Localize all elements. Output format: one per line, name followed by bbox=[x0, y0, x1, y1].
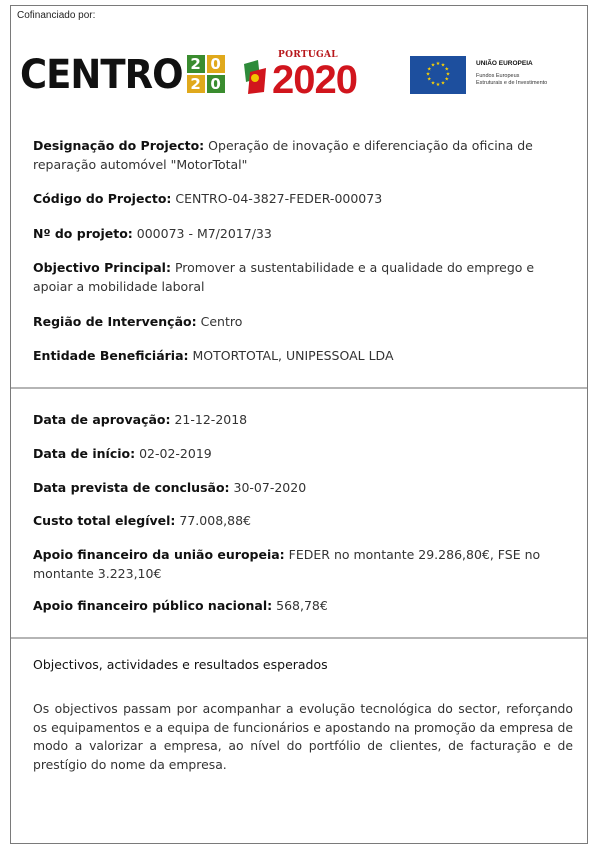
field-value: 568,78€ bbox=[276, 598, 328, 613]
centro-logo-word: CENTRO bbox=[20, 50, 183, 98]
field-value: Promover a sustentabilidade e a qualidade do emprego e apoiar a mobilidade laboral bbox=[33, 260, 535, 294]
objectives-heading: Objectivos, actividades e resultados esperados bbox=[33, 657, 328, 672]
field-conclusao bbox=[33, 478, 573, 497]
svg-text:★: ★ bbox=[435, 82, 441, 88]
svg-text:★: ★ bbox=[427, 76, 432, 83]
field-value: 21-12-2018 bbox=[174, 412, 248, 427]
field-value: CENTRO-04-3827-FEDER-000073 bbox=[175, 191, 383, 206]
eu-sub-line: Fundos Europeus bbox=[476, 73, 520, 79]
svg-text:★: ★ bbox=[440, 80, 446, 87]
svg-text:★: ★ bbox=[435, 61, 441, 67]
section-divider-2 bbox=[11, 637, 587, 639]
svg-text:★: ★ bbox=[444, 76, 449, 83]
field-aprovacao bbox=[33, 410, 573, 429]
field-value: 000073 - M7/2017/33 bbox=[136, 226, 272, 241]
eu-subtitle bbox=[476, 73, 547, 87]
eu-sub-line: Estruturais e de Investimento bbox=[476, 80, 548, 86]
field-numero bbox=[33, 224, 573, 243]
portugal-flag-icon bbox=[240, 58, 268, 96]
field-label: Custo total elegível: bbox=[33, 513, 176, 528]
field-value: 30-07-2020 bbox=[233, 480, 307, 495]
field-entidade bbox=[33, 346, 573, 365]
centro-digit: 0 bbox=[207, 55, 225, 73]
svg-text:★: ★ bbox=[445, 71, 451, 78]
field-apoio-nacional bbox=[33, 596, 573, 615]
field-label: Data prevista de conclusão: bbox=[33, 480, 230, 495]
svg-text:★: ★ bbox=[427, 66, 432, 73]
portugal-label: PORTUGAL bbox=[278, 50, 338, 60]
field-inicio bbox=[33, 444, 573, 463]
svg-text:★: ★ bbox=[430, 80, 436, 87]
portugal-year: 2020 bbox=[272, 58, 357, 102]
field-label: Nº do projeto: bbox=[33, 226, 133, 241]
field-value: FEDER no montante 29.286,80€, FSE no montante 3.223,10€ bbox=[33, 547, 541, 581]
centro-2020-logo bbox=[20, 52, 225, 96]
centro-digit: 2 bbox=[187, 75, 205, 93]
field-value: Operação de inovação e diferenciação da oficina de reparação automóvel "MotorTotal" bbox=[33, 138, 533, 172]
objectives-text: Os objectivos passam por acompanhar a evolução tecnológica do sector, reforçando os equipamentos e a equipa de funcionários e apostando na promoção da empresa de modo a valorizar a empresa, ao nível do portfólio de clientes, de facturação e de prestígio do nome da empresa. bbox=[33, 701, 573, 772]
field-label: Apoio financeiro público nacional: bbox=[33, 598, 273, 613]
field-value: 77.008,88€ bbox=[179, 513, 251, 528]
field-label: Data de início: bbox=[33, 446, 136, 461]
cofinanciado-label: Cofinanciado por: bbox=[17, 10, 96, 21]
centro-logo-digits bbox=[187, 55, 225, 93]
svg-text:★: ★ bbox=[444, 66, 449, 73]
field-value: 02-02-2019 bbox=[139, 446, 212, 461]
field-label: Designação do Projecto: bbox=[33, 138, 205, 153]
svg-text:★: ★ bbox=[430, 62, 436, 69]
svg-text:★: ★ bbox=[440, 62, 446, 69]
field-objectivo bbox=[33, 258, 573, 296]
field-custo bbox=[33, 511, 573, 530]
field-label: Data de aprovação: bbox=[33, 412, 171, 427]
field-designacao bbox=[33, 136, 573, 174]
svg-text:★: ★ bbox=[425, 71, 431, 78]
eu-title: UNIÃO EUROPEIA bbox=[476, 60, 533, 67]
field-label: Código do Projecto: bbox=[33, 191, 172, 206]
field-codigo bbox=[33, 189, 573, 208]
field-label: Entidade Beneficiária: bbox=[33, 348, 189, 363]
field-label: Região de Intervenção: bbox=[33, 314, 197, 329]
field-label: Apoio financeiro da união europeia: bbox=[33, 547, 285, 562]
centro-digit: 0 bbox=[207, 75, 225, 93]
funding-logos bbox=[20, 40, 580, 110]
centro-digit: 2 bbox=[187, 55, 205, 73]
field-value: Centro bbox=[200, 314, 243, 329]
eu-flag-icon bbox=[410, 56, 466, 94]
field-regiao bbox=[33, 312, 573, 331]
section-divider-1 bbox=[11, 387, 587, 389]
field-apoio-ue bbox=[33, 545, 573, 583]
field-value: MOTORTOTAL, UNIPESSOAL LDA bbox=[192, 348, 394, 363]
field-label: Objectivo Principal: bbox=[33, 260, 171, 275]
